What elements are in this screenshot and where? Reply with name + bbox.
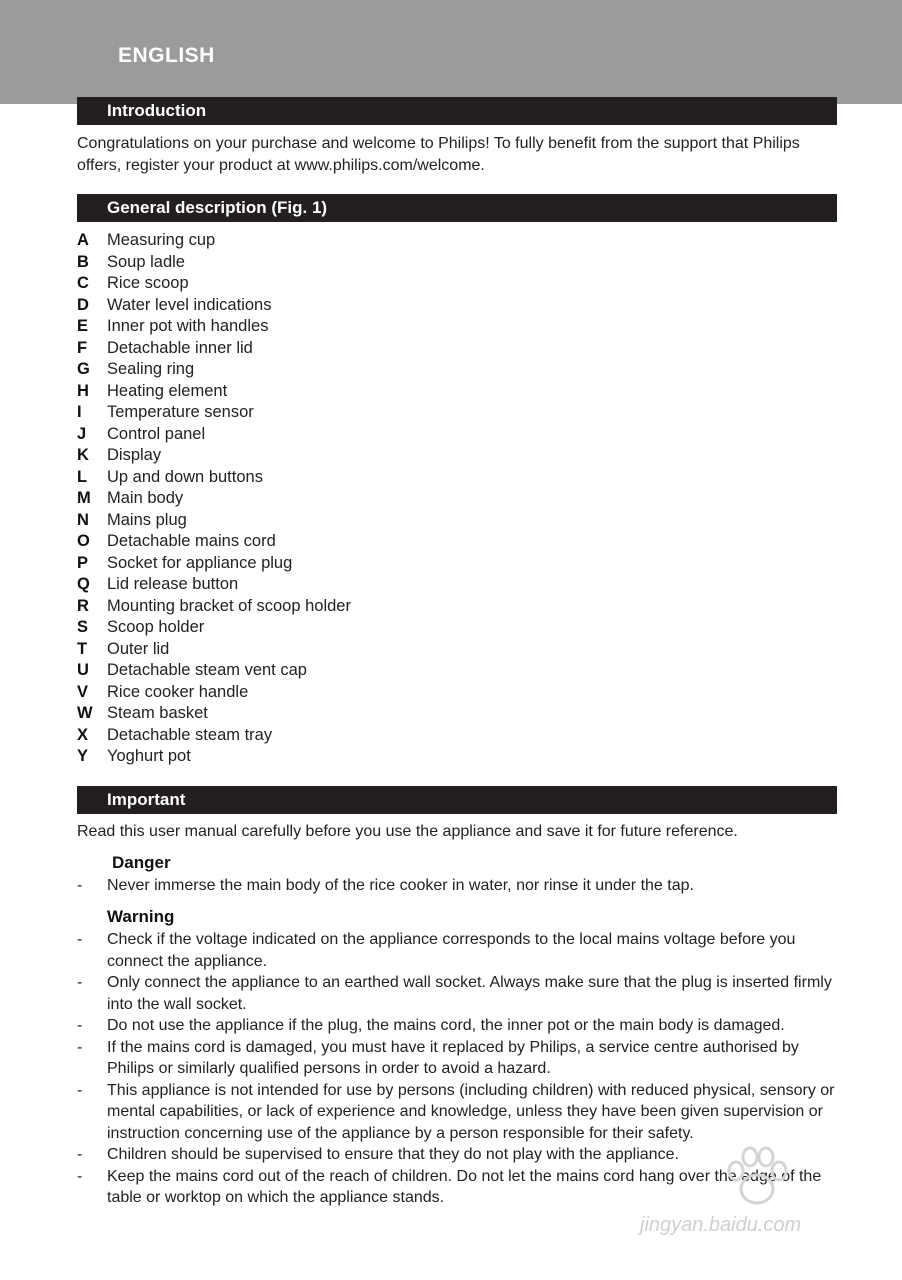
part-item: [77, 725, 351, 747]
paw-watermark-icon: [722, 1145, 792, 1211]
part-letter: E: [77, 317, 89, 335]
introduction-text: Congratulations on your purchase and welcome to Philips! To fully benefit from the support that Philips offers, register your product at www.philips.com/welcome.: [77, 135, 800, 174]
part-item: [77, 316, 351, 338]
part-item: [77, 252, 351, 274]
part-label: Steam basket: [107, 704, 208, 722]
part-letter: V: [77, 682, 89, 701]
part-label: Detachable inner lid: [107, 338, 253, 357]
part-letter: W: [77, 704, 93, 722]
part-item: [77, 639, 351, 661]
part-label: Soup ladle: [107, 252, 185, 271]
part-item: [77, 574, 351, 596]
part-letter: G: [77, 360, 90, 378]
bullet-text: This appliance is not intended for use by persons (including children) with reduced physical, sensory or mental capabilities, or lack of experience and knowledge, unless they have been given supervision or instruction concerning use of the appliance by a person responsible for their safety.: [107, 1081, 835, 1142]
part-label: Heating element: [107, 381, 228, 400]
part-label: Mounting bracket of scoop holder: [107, 596, 351, 615]
part-item: [77, 424, 351, 446]
part-label: Detachable steam tray: [107, 725, 273, 744]
part-letter: F: [77, 338, 88, 357]
part-item: [77, 402, 351, 424]
part-item: [77, 381, 351, 403]
part-letter: T: [77, 639, 88, 658]
bullet-text: Only connect the appliance to an earthed wall socket. Always make sure that the plug is inserted firmly into the wall socket.: [107, 974, 832, 1013]
part-label: Scoop holder: [107, 618, 205, 636]
part-letter: O: [77, 532, 90, 550]
danger-heading: Danger: [112, 853, 171, 872]
part-item: [77, 230, 351, 252]
part-item: [77, 531, 351, 553]
part-item: [77, 553, 351, 575]
part-label: Detachable mains cord: [107, 532, 276, 550]
bullet-dash: -: [77, 974, 83, 991]
part-letter: J: [77, 424, 87, 443]
bullet-item: [77, 972, 847, 1015]
bullet-text: Check if the voltage indicated on the appliance corresponds to the local mains voltage before you connect the appliance.: [107, 931, 796, 970]
bullet-item: [77, 1037, 847, 1080]
bullet-dash: -: [77, 1017, 83, 1034]
part-label: Temperature sensor: [107, 403, 254, 421]
language-label: ENGLISH: [118, 44, 215, 67]
part-item: [77, 746, 351, 768]
part-label: Control panel: [107, 424, 206, 443]
header-band: [0, 0, 902, 104]
part-letter: D: [77, 295, 89, 314]
part-item: [77, 273, 351, 295]
part-letter: H: [77, 381, 89, 400]
part-label: Up and down buttons: [107, 467, 263, 486]
part-label: Detachable steam vent cap: [107, 661, 307, 679]
section-heading-general-description: General description (Fig. 1): [77, 194, 837, 222]
part-letter: P: [77, 553, 89, 572]
part-item: [77, 660, 351, 682]
part-label: Display: [107, 446, 162, 464]
part-label: Outer lid: [107, 639, 170, 658]
part-letter: L: [77, 467, 88, 486]
section-heading-introduction: Introduction: [77, 97, 837, 125]
part-letter: I: [77, 403, 82, 421]
bullet-dash: -: [77, 1167, 83, 1185]
bullet-item: [77, 1080, 847, 1145]
part-item: [77, 488, 351, 510]
bullet-item: [77, 929, 847, 972]
watermark-text: jingyan.baidu.com: [640, 1214, 802, 1236]
part-label: Main body: [107, 489, 184, 507]
part-item: [77, 510, 351, 532]
part-letter: U: [77, 661, 89, 679]
bullet-dash: -: [77, 1146, 83, 1163]
part-label: Water level indications: [107, 295, 272, 314]
part-letter: Q: [77, 575, 90, 593]
part-item: [77, 467, 351, 489]
bullet-dash: -: [77, 931, 83, 948]
part-letter: B: [77, 252, 89, 271]
part-label: Yoghurt pot: [107, 747, 191, 765]
bullet-dash: -: [77, 1038, 83, 1056]
bullet-text: Never immerse the main body of the rice cooker in water, nor rinse it under the tap.: [107, 877, 694, 894]
part-letter: C: [77, 274, 89, 292]
part-letter: Y: [77, 747, 89, 765]
part-letter: K: [77, 446, 89, 464]
part-item: [77, 359, 351, 381]
part-label: Lid release button: [107, 575, 239, 593]
bullet-text: Children should be supervised to ensure that they do not play with the appliance.: [107, 1146, 679, 1163]
part-label: Inner pot with handles: [107, 317, 269, 335]
part-letter: M: [77, 489, 91, 507]
part-label: Rice cooker handle: [107, 682, 249, 701]
parts-list: [77, 230, 351, 768]
part-letter: R: [77, 596, 89, 615]
bullet-item: [77, 1015, 847, 1037]
part-item: [77, 295, 351, 317]
part-letter: X: [77, 725, 89, 744]
important-intro-text: Read this user manual carefully before you use the appliance and save it for future reference.: [77, 823, 738, 840]
bullet-dash: -: [77, 1081, 83, 1099]
part-item: [77, 445, 351, 467]
bullet-text: Keep the mains cord out of the reach of children. Do not let the mains cord hang over the edge of the table or worktop on which the appliance stands.: [107, 1167, 822, 1206]
part-item: [77, 617, 351, 639]
part-item: [77, 682, 351, 704]
danger-list: [77, 875, 847, 897]
part-item: [77, 338, 351, 360]
part-label: Mains plug: [107, 510, 187, 529]
bullet-text: If the mains cord is damaged, you must have it replaced by Philips, a service centre authorised by Philips or similarly qualified persons in order to avoid a hazard.: [107, 1038, 799, 1077]
part-letter: N: [77, 510, 89, 529]
part-item: [77, 703, 351, 725]
section-heading-important: Important: [77, 786, 837, 814]
part-label: Measuring cup: [107, 231, 216, 249]
part-letter: S: [77, 618, 89, 636]
part-letter: A: [77, 231, 89, 249]
part-label: Rice scoop: [107, 274, 189, 292]
warning-heading: Warning: [107, 907, 175, 926]
bullet-dash: -: [77, 877, 83, 894]
bullet-item: [77, 875, 847, 897]
part-label: Sealing ring: [107, 360, 195, 378]
part-item: [77, 596, 351, 618]
part-label: Socket for appliance plug: [107, 553, 293, 572]
bullet-text: Do not use the appliance if the plug, the mains cord, the inner pot or the main body is damaged.: [107, 1017, 785, 1034]
